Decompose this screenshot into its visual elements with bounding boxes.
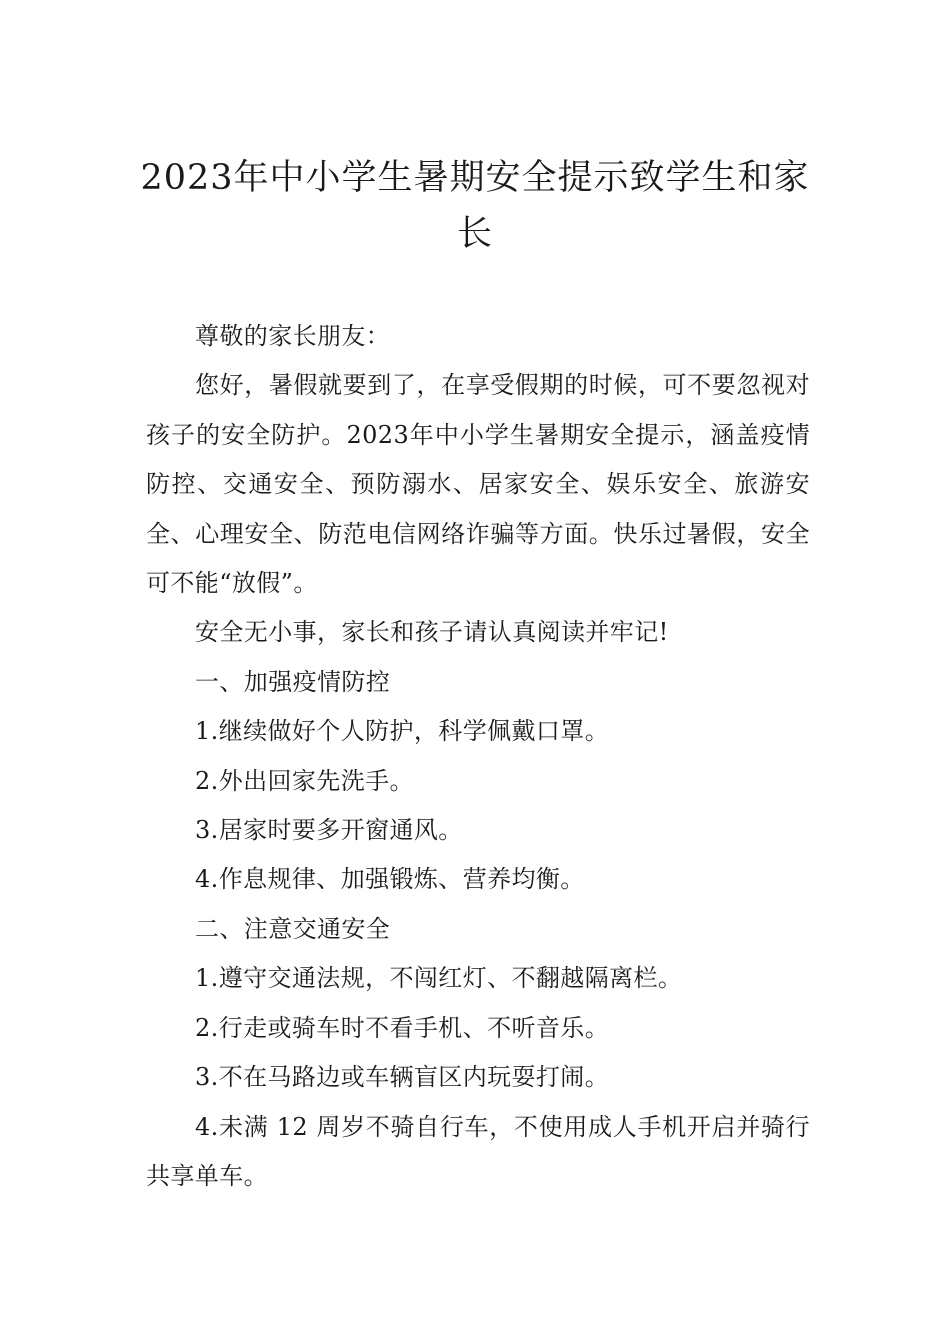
list-item: 2.行走或骑车时不看手机、不听音乐。 [195,1013,610,1042]
document-body [146,312,810,1201]
section-heading-epidemic: 一、加强疫情防控 [195,667,391,696]
list-item: 3.不在马路边或车辆盲区内玩耍打闹。 [195,1063,610,1092]
list-item: 3.居家时要多开窗通风。 [195,816,463,845]
reminder-paragraph: 安全无小事，家长和孩子请认真阅读并牢记! [195,618,669,647]
list-item: 4.作息规律、加强锻炼、营养均衡。 [195,865,585,894]
intro-paragraph: 您好，暑假就要到了，在享受假期的时候，可不要忽视对孩子的安全防护。2023年中小学生暑期安全提示，涵盖疫情防控、交通安全、预防溺水、居家安全、娱乐安全、旅游安全、心理安全、防范电信网络诈骗等方面。快乐过暑假，安全可不能“放假”。 [146,371,810,598]
list-item: 2.外出回家先洗手。 [195,766,414,795]
list-item: 1.遵守交通法规，不闯红灯、不翻越隔离栏。 [195,964,683,993]
list-item: 1.继续做好个人防护，科学佩戴口罩。 [195,717,610,746]
document-title: 2023年中小学生暑期安全提示致学生和家长 [140,158,810,254]
section-heading-traffic: 二、注意交通安全 [195,914,391,943]
greeting-paragraph: 尊敬的家长朋友： [195,322,391,350]
list-item: 4.未满 12 周岁不骑自行车，不使用成人手机开启并骑行共享单车。 [146,1112,810,1190]
